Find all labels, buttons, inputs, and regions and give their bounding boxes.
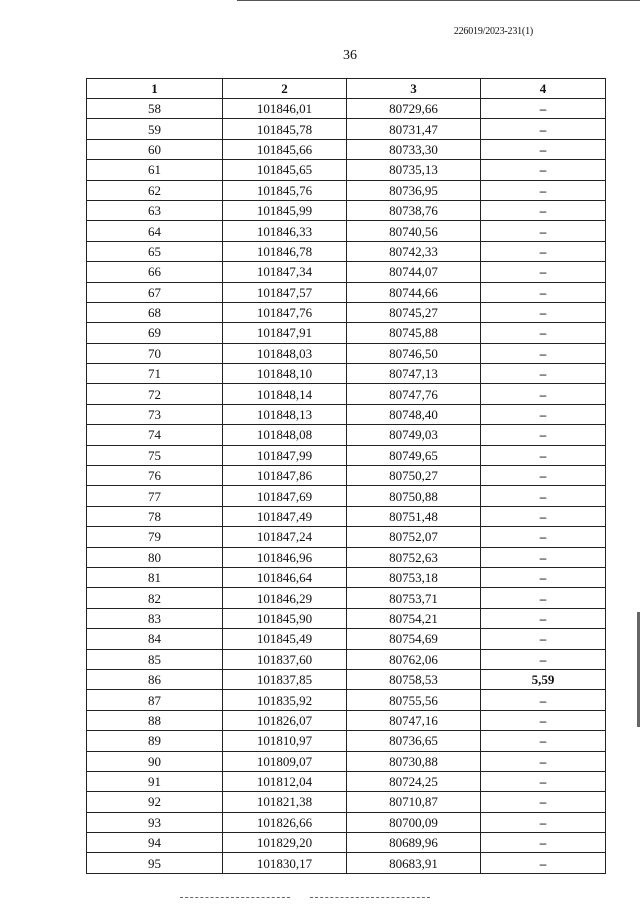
table-row xyxy=(87,588,606,608)
table-body xyxy=(87,99,606,874)
cell-point-number: 90 xyxy=(87,751,223,771)
table-row xyxy=(87,323,606,343)
cell-point-number: 79 xyxy=(87,527,223,547)
cell-x-coordinate: 101848,03 xyxy=(223,343,347,363)
cell-y-coordinate: 80748,40 xyxy=(347,404,481,424)
cell-value: – xyxy=(481,649,606,669)
cell-y-coordinate: 80744,66 xyxy=(347,282,481,302)
cell-y-coordinate: 80710,87 xyxy=(347,792,481,812)
cell-value: – xyxy=(481,404,606,424)
cell-x-coordinate: 101810,97 xyxy=(223,731,347,751)
cell-x-coordinate: 101845,65 xyxy=(223,160,347,180)
cell-value: – xyxy=(481,629,606,649)
cell-value: – xyxy=(481,527,606,547)
cell-y-coordinate: 80683,91 xyxy=(347,853,481,873)
cell-x-coordinate: 101845,99 xyxy=(223,200,347,220)
cell-point-number: 74 xyxy=(87,425,223,445)
column-header-point: 1 xyxy=(87,79,223,99)
cell-y-coordinate: 80745,88 xyxy=(347,323,481,343)
cell-x-coordinate: 101845,49 xyxy=(223,629,347,649)
cell-y-coordinate: 80738,76 xyxy=(347,200,481,220)
cell-y-coordinate: 80754,69 xyxy=(347,629,481,649)
cell-point-number: 89 xyxy=(87,731,223,751)
cell-value: – xyxy=(481,384,606,404)
cell-y-coordinate: 80758,53 xyxy=(347,669,481,689)
table-row xyxy=(87,629,606,649)
table-row xyxy=(87,751,606,771)
cell-value: – xyxy=(481,792,606,812)
cell-point-number: 91 xyxy=(87,771,223,791)
table-row xyxy=(87,649,606,669)
cell-value: – xyxy=(481,445,606,465)
cell-x-coordinate: 101829,20 xyxy=(223,833,347,853)
cell-y-coordinate: 80753,18 xyxy=(347,567,481,587)
cell-point-number: 80 xyxy=(87,547,223,567)
cell-value: – xyxy=(481,200,606,220)
cell-point-number: 83 xyxy=(87,608,223,628)
table-row xyxy=(87,119,606,139)
cell-x-coordinate: 101847,57 xyxy=(223,282,347,302)
cell-point-number: 69 xyxy=(87,323,223,343)
table-row xyxy=(87,221,606,241)
cell-y-coordinate: 80729,66 xyxy=(347,99,481,119)
cell-point-number: 65 xyxy=(87,241,223,261)
column-header-y: 3 xyxy=(347,79,481,99)
cell-x-coordinate: 101846,96 xyxy=(223,547,347,567)
cell-x-coordinate: 101848,14 xyxy=(223,384,347,404)
cell-value: – xyxy=(481,364,606,384)
cell-value: – xyxy=(481,710,606,730)
cell-y-coordinate: 80749,65 xyxy=(347,445,481,465)
cell-point-number: 72 xyxy=(87,384,223,404)
document-id: 226019/2023-231(1) xyxy=(453,26,533,37)
cell-point-number: 87 xyxy=(87,690,223,710)
cell-x-coordinate: 101845,78 xyxy=(223,119,347,139)
table-row xyxy=(87,139,606,159)
cell-y-coordinate: 80751,48 xyxy=(347,506,481,526)
table-row xyxy=(87,506,606,526)
table-row xyxy=(87,710,606,730)
cell-value: – xyxy=(481,506,606,526)
cell-value: – xyxy=(481,751,606,771)
header-row xyxy=(87,79,606,99)
cell-point-number: 73 xyxy=(87,404,223,424)
table-row xyxy=(87,282,606,302)
cell-x-coordinate: 101826,07 xyxy=(223,710,347,730)
cell-y-coordinate: 80762,06 xyxy=(347,649,481,669)
table-row xyxy=(87,466,606,486)
cell-x-coordinate: 101821,38 xyxy=(223,792,347,812)
table-row xyxy=(87,486,606,506)
table-row xyxy=(87,200,606,220)
cell-y-coordinate: 80753,71 xyxy=(347,588,481,608)
cell-y-coordinate: 80747,13 xyxy=(347,364,481,384)
table-row xyxy=(87,690,606,710)
cell-y-coordinate: 80749,03 xyxy=(347,425,481,445)
cell-value: – xyxy=(481,323,606,343)
cell-x-coordinate: 101846,78 xyxy=(223,241,347,261)
cell-point-number: 68 xyxy=(87,302,223,322)
cell-y-coordinate: 80742,33 xyxy=(347,241,481,261)
cell-y-coordinate: 80731,47 xyxy=(347,119,481,139)
cell-y-coordinate: 80747,16 xyxy=(347,710,481,730)
cell-point-number: 62 xyxy=(87,180,223,200)
table-row xyxy=(87,160,606,180)
table-row xyxy=(87,669,606,689)
cell-y-coordinate: 80752,63 xyxy=(347,547,481,567)
cell-value: – xyxy=(481,567,606,587)
cell-x-coordinate: 101847,24 xyxy=(223,527,347,547)
table-row xyxy=(87,771,606,791)
cell-value: – xyxy=(481,139,606,159)
table-row xyxy=(87,608,606,628)
cell-x-coordinate: 101848,13 xyxy=(223,404,347,424)
cell-value: – xyxy=(481,588,606,608)
cell-x-coordinate: 101847,34 xyxy=(223,262,347,282)
column-header-value: 4 xyxy=(481,79,606,99)
cell-value: – xyxy=(481,812,606,832)
cell-value: – xyxy=(481,302,606,322)
cell-x-coordinate: 101846,64 xyxy=(223,567,347,587)
cell-point-number: 64 xyxy=(87,221,223,241)
cell-x-coordinate: 101845,90 xyxy=(223,608,347,628)
cell-point-number: 70 xyxy=(87,343,223,363)
cell-value: – xyxy=(481,119,606,139)
cell-point-number: 92 xyxy=(87,792,223,812)
cell-point-number: 85 xyxy=(87,649,223,669)
cell-y-coordinate: 80735,13 xyxy=(347,160,481,180)
cell-x-coordinate: 101848,08 xyxy=(223,425,347,445)
table-row xyxy=(87,343,606,363)
cell-x-coordinate: 101847,69 xyxy=(223,486,347,506)
cell-x-coordinate: 101847,49 xyxy=(223,506,347,526)
cell-point-number: 63 xyxy=(87,200,223,220)
cell-x-coordinate: 101809,07 xyxy=(223,751,347,771)
cell-point-number: 58 xyxy=(87,99,223,119)
cell-value: – xyxy=(481,343,606,363)
table-row xyxy=(87,302,606,322)
cell-value: – xyxy=(481,262,606,282)
bottom-scan-mark xyxy=(310,897,430,900)
cell-x-coordinate: 101847,99 xyxy=(223,445,347,465)
cell-x-coordinate: 101830,17 xyxy=(223,853,347,873)
cell-value: – xyxy=(481,282,606,302)
table-row xyxy=(87,404,606,424)
cell-y-coordinate: 80755,56 xyxy=(347,690,481,710)
cell-value: – xyxy=(481,180,606,200)
cell-value: – xyxy=(481,690,606,710)
cell-point-number: 94 xyxy=(87,833,223,853)
cell-point-number: 71 xyxy=(87,364,223,384)
table-row xyxy=(87,262,606,282)
table-row xyxy=(87,364,606,384)
cell-value: – xyxy=(481,771,606,791)
cell-y-coordinate: 80750,27 xyxy=(347,466,481,486)
cell-y-coordinate: 80745,27 xyxy=(347,302,481,322)
cell-point-number: 66 xyxy=(87,262,223,282)
table-row xyxy=(87,567,606,587)
coordinates-table xyxy=(86,78,606,874)
cell-value: – xyxy=(481,608,606,628)
cell-y-coordinate: 80740,56 xyxy=(347,221,481,241)
table-row xyxy=(87,731,606,751)
cell-value: – xyxy=(481,221,606,241)
cell-point-number: 82 xyxy=(87,588,223,608)
table-row xyxy=(87,812,606,832)
cell-point-number: 84 xyxy=(87,629,223,649)
cell-value: – xyxy=(481,731,606,751)
cell-point-number: 88 xyxy=(87,710,223,730)
cell-y-coordinate: 80746,50 xyxy=(347,343,481,363)
cell-point-number: 76 xyxy=(87,466,223,486)
table-row xyxy=(87,527,606,547)
cell-y-coordinate: 80730,88 xyxy=(347,751,481,771)
cell-value: – xyxy=(481,853,606,873)
column-header-x: 2 xyxy=(223,79,347,99)
table-row xyxy=(87,445,606,465)
cell-x-coordinate: 101837,60 xyxy=(223,649,347,669)
cell-point-number: 59 xyxy=(87,119,223,139)
cell-x-coordinate: 101837,85 xyxy=(223,669,347,689)
cell-x-coordinate: 101846,29 xyxy=(223,588,347,608)
cell-value: – xyxy=(481,160,606,180)
cell-x-coordinate: 101845,66 xyxy=(223,139,347,159)
cell-x-coordinate: 101846,33 xyxy=(223,221,347,241)
cell-x-coordinate: 101847,91 xyxy=(223,323,347,343)
cell-y-coordinate: 80750,88 xyxy=(347,486,481,506)
cell-x-coordinate: 101835,92 xyxy=(223,690,347,710)
table-row xyxy=(87,241,606,261)
cell-y-coordinate: 80754,21 xyxy=(347,608,481,628)
cell-y-coordinate: 80724,25 xyxy=(347,771,481,791)
cell-value: 5,59 xyxy=(481,669,606,689)
cell-point-number: 61 xyxy=(87,160,223,180)
cell-x-coordinate: 101846,01 xyxy=(223,99,347,119)
page-number: 36 xyxy=(343,48,357,63)
cell-point-number: 75 xyxy=(87,445,223,465)
cell-y-coordinate: 80744,07 xyxy=(347,262,481,282)
table-row xyxy=(87,792,606,812)
table-row xyxy=(87,384,606,404)
cell-value: – xyxy=(481,99,606,119)
cell-x-coordinate: 101848,10 xyxy=(223,364,347,384)
cell-y-coordinate: 80736,65 xyxy=(347,731,481,751)
cell-value: – xyxy=(481,425,606,445)
cell-x-coordinate: 101826,66 xyxy=(223,812,347,832)
table-header xyxy=(87,79,606,99)
cell-point-number: 95 xyxy=(87,853,223,873)
cell-y-coordinate: 80747,76 xyxy=(347,384,481,404)
cell-y-coordinate: 80733,30 xyxy=(347,139,481,159)
cell-point-number: 93 xyxy=(87,812,223,832)
table-row xyxy=(87,853,606,873)
cell-value: – xyxy=(481,547,606,567)
table-row xyxy=(87,180,606,200)
cell-y-coordinate: 80752,07 xyxy=(347,527,481,547)
cell-x-coordinate: 101847,86 xyxy=(223,466,347,486)
cell-value: – xyxy=(481,486,606,506)
table-row xyxy=(87,425,606,445)
cell-point-number: 77 xyxy=(87,486,223,506)
cell-point-number: 86 xyxy=(87,669,223,689)
cell-x-coordinate: 101845,76 xyxy=(223,180,347,200)
cell-point-number: 67 xyxy=(87,282,223,302)
cell-value: – xyxy=(481,833,606,853)
cell-value: – xyxy=(481,241,606,261)
table-row xyxy=(87,99,606,119)
table-row xyxy=(87,833,606,853)
cell-point-number: 78 xyxy=(87,506,223,526)
table-row xyxy=(87,547,606,567)
cell-x-coordinate: 101847,76 xyxy=(223,302,347,322)
cell-y-coordinate: 80689,96 xyxy=(347,833,481,853)
cell-y-coordinate: 80700,09 xyxy=(347,812,481,832)
cell-point-number: 81 xyxy=(87,567,223,587)
cell-value: – xyxy=(481,466,606,486)
cell-point-number: 60 xyxy=(87,139,223,159)
cell-x-coordinate: 101812,04 xyxy=(223,771,347,791)
top-rule xyxy=(237,0,640,1)
bottom-scan-mark xyxy=(180,897,290,900)
cell-y-coordinate: 80736,95 xyxy=(347,180,481,200)
